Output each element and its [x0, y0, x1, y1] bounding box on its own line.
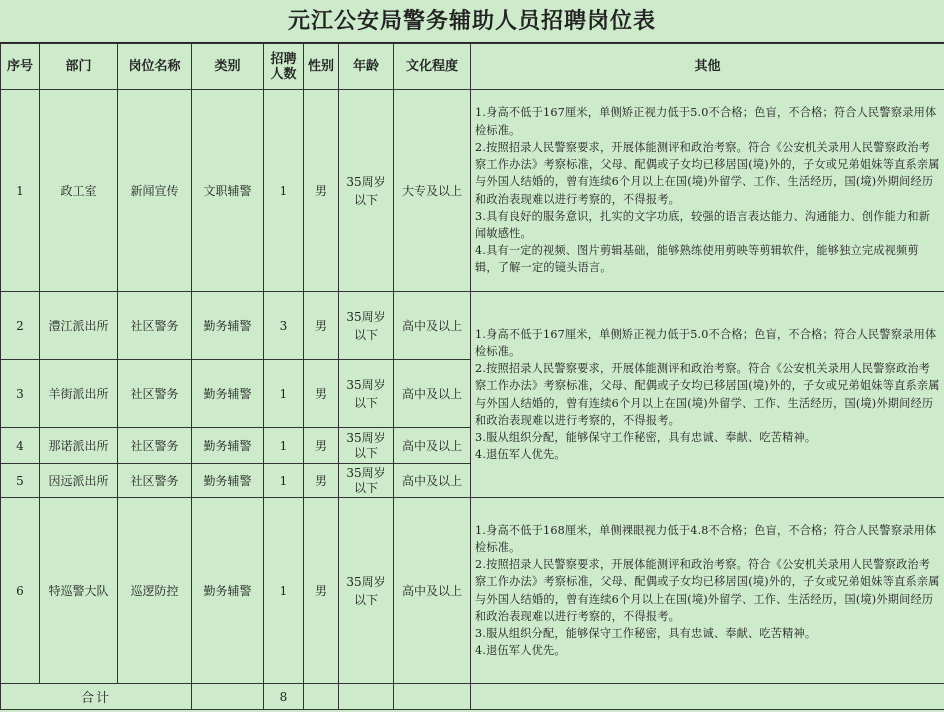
cell-count: 1	[264, 464, 304, 498]
cell-dept: 羊街派出所	[40, 360, 118, 428]
age-line1: 35周岁	[346, 174, 386, 189]
cell-age	[339, 498, 394, 684]
requirement-item: 2.按照招录人民警察要求，开展体能测评和政治考察。符合《公安机关录用人民警察政治考察工作办法》考察标准，父母、配偶或子女均已移居国(境)外的，子女或兄弟姐妹等直系亲属与外国人结婚的，曾有连续6个月以上在国(境)外留学、工作、生活经历，国(境)外期间经历和政治表现难以进行考察的，不得报考。	[475, 140, 940, 206]
header-other: 其他	[471, 44, 944, 90]
age-line2: 以下	[353, 480, 378, 495]
cell-seq: 6	[1, 498, 40, 684]
cell-gender: 男	[304, 464, 339, 498]
cell-category: 勤务辅警	[192, 360, 264, 428]
cell-position: 社区警务	[118, 292, 192, 360]
total-empty	[394, 684, 471, 710]
cell-education: 高中及以上	[394, 360, 471, 428]
age-line2: 以下	[353, 327, 378, 342]
requirement-item: 1.身高不低于167厘米，单侧矫正视力低于5.0不合格；色盲，不合格；符合人民警察录用体检标准。	[475, 327, 937, 358]
total-empty	[192, 684, 264, 710]
header-count-line1: 招聘	[270, 51, 297, 67]
cell-dept: 那诺派出所	[40, 428, 118, 464]
requirement-item: 2.按照招录人民警察要求，开展体能测评和政治考察。符合《公安机关录用人民警察政治考察工作办法》考察标准，父母、配偶或子女均已移居国(境)外的，子女或兄弟姐妹等直系亲属与外国人结婚的，曾有连续6个月以上在国(境)外留学、工作、生活经历，国(境)外期间经历和政治表现难以进行考察的，不得报考。	[475, 558, 940, 623]
cell-position: 新闻宣传	[118, 90, 192, 292]
header-seq: 序号	[1, 44, 40, 90]
cell-gender: 男	[304, 292, 339, 360]
header-count	[264, 44, 304, 90]
cell-category: 勤务辅警	[192, 428, 264, 464]
age-line2: 以下	[353, 592, 378, 607]
header-education: 文化程度	[394, 44, 471, 90]
cell-gender: 男	[304, 498, 339, 684]
cell-education: 大专及以上	[394, 90, 471, 292]
total-empty	[471, 684, 944, 710]
cell-seq: 2	[1, 292, 40, 360]
total-empty	[339, 684, 394, 710]
cell-seq: 5	[1, 464, 40, 498]
age-line2: 以下	[353, 445, 378, 460]
total-label: 合计	[1, 684, 192, 710]
cell-position: 社区警务	[118, 360, 192, 428]
cell-dept: 特巡警大队	[40, 498, 118, 684]
cell-position: 社区警务	[118, 464, 192, 498]
cell-education: 高中及以上	[394, 498, 471, 684]
cell-age	[339, 360, 394, 428]
cell-category: 勤务辅警	[192, 464, 264, 498]
header-position: 岗位名称	[118, 44, 192, 90]
cell-age	[339, 464, 394, 498]
requirement-item: 1.身高不低于167厘米，单侧矫正视力低于5.0不合格；色盲，不合格；符合人民警察录用体检标准。	[475, 106, 937, 137]
age-line1: 35周岁	[346, 465, 386, 480]
cell-seq: 3	[1, 360, 40, 428]
requirement-item: 2.按照招录人民警察要求，开展体能测评和政治考察。符合《公安机关录用人民警察政治考察工作办法》考察标准，父母、配偶或子女均已移居国(境)外的，子女或兄弟姐妹等直系亲属与外国人结婚的，曾有连续6个月以上在国(境)外留学、工作、生活经历，国(境)外期间经历和政治表现难以进行考察的，不得报考。	[475, 362, 940, 427]
requirement-item: 1.身高不低于168厘米，单侧裸眼视力低于4.8不合格；色盲，不合格；符合人民警察录用体检标准。	[475, 523, 937, 554]
header-count-line2: 人数	[270, 66, 297, 82]
total-row	[1, 684, 944, 710]
requirement-item: 3.服从组织分配，能够保守工作秘密，具有忠诚、奉献、吃苦精神。	[475, 626, 817, 640]
cell-gender: 男	[304, 360, 339, 428]
age-line2: 以下	[353, 395, 378, 410]
age-line1: 35周岁	[346, 430, 386, 445]
cell-category: 勤务辅警	[192, 292, 264, 360]
age-line2: 以下	[353, 192, 378, 207]
cell-seq: 4	[1, 428, 40, 464]
age-line1: 35周岁	[346, 574, 386, 589]
cell-position: 社区警务	[118, 428, 192, 464]
cell-gender: 男	[304, 428, 339, 464]
table-row	[1, 498, 944, 684]
cell-education: 高中及以上	[394, 428, 471, 464]
cell-age	[339, 428, 394, 464]
header-age: 年龄	[339, 44, 394, 90]
cell-count: 3	[264, 292, 304, 360]
cell-requirements-2	[471, 292, 944, 498]
cell-requirements-1	[471, 90, 944, 292]
cell-dept: 因远派出所	[40, 464, 118, 498]
age-line1: 35周岁	[346, 309, 386, 324]
cell-dept: 政工室	[40, 90, 118, 292]
cell-count: 1	[264, 428, 304, 464]
total-count: 8	[264, 684, 304, 710]
cell-count: 1	[264, 360, 304, 428]
cell-education: 高中及以上	[394, 292, 471, 360]
table-row	[1, 292, 944, 360]
cell-dept: 澧江派出所	[40, 292, 118, 360]
header-row	[1, 44, 944, 90]
requirement-item: 4.退伍军人优先。	[475, 644, 566, 658]
table-row	[1, 90, 944, 292]
header-dept: 部门	[40, 44, 118, 90]
cell-category: 文职辅警	[192, 90, 264, 292]
cell-education: 高中及以上	[394, 464, 471, 498]
header-gender: 性别	[304, 44, 339, 90]
requirement-item: 4.具有一定的视频、图片剪辑基础，能够熟练使用剪映等剪辑软件，能够独立完成视频剪辑，了解一定的镜头语言。	[475, 244, 919, 275]
cell-seq: 1	[1, 90, 40, 292]
cell-position: 巡逻防控	[118, 498, 192, 684]
total-empty	[304, 684, 339, 710]
age-line1: 35周岁	[346, 377, 386, 392]
cell-requirements-3	[471, 498, 944, 684]
page-title: 元江公安局警务辅助人员招聘岗位表	[0, 0, 944, 43]
cell-age	[339, 292, 394, 360]
requirement-item: 3.服从组织分配，能够保守工作秘密，具有忠诚、奉献、吃苦精神。	[475, 430, 817, 444]
cell-age	[339, 90, 394, 292]
cell-category: 勤务辅警	[192, 498, 264, 684]
cell-count: 1	[264, 498, 304, 684]
cell-gender: 男	[304, 90, 339, 292]
requirement-item: 3.具有良好的服务意识，扎实的文字功底，较强的语言表达能力、沟通能力、创作能力和新闻敏感性。	[475, 209, 931, 240]
requirement-item: 4.退伍军人优先。	[475, 448, 566, 462]
cell-count: 1	[264, 90, 304, 292]
recruitment-table	[0, 43, 944, 710]
header-category: 类别	[192, 44, 264, 90]
